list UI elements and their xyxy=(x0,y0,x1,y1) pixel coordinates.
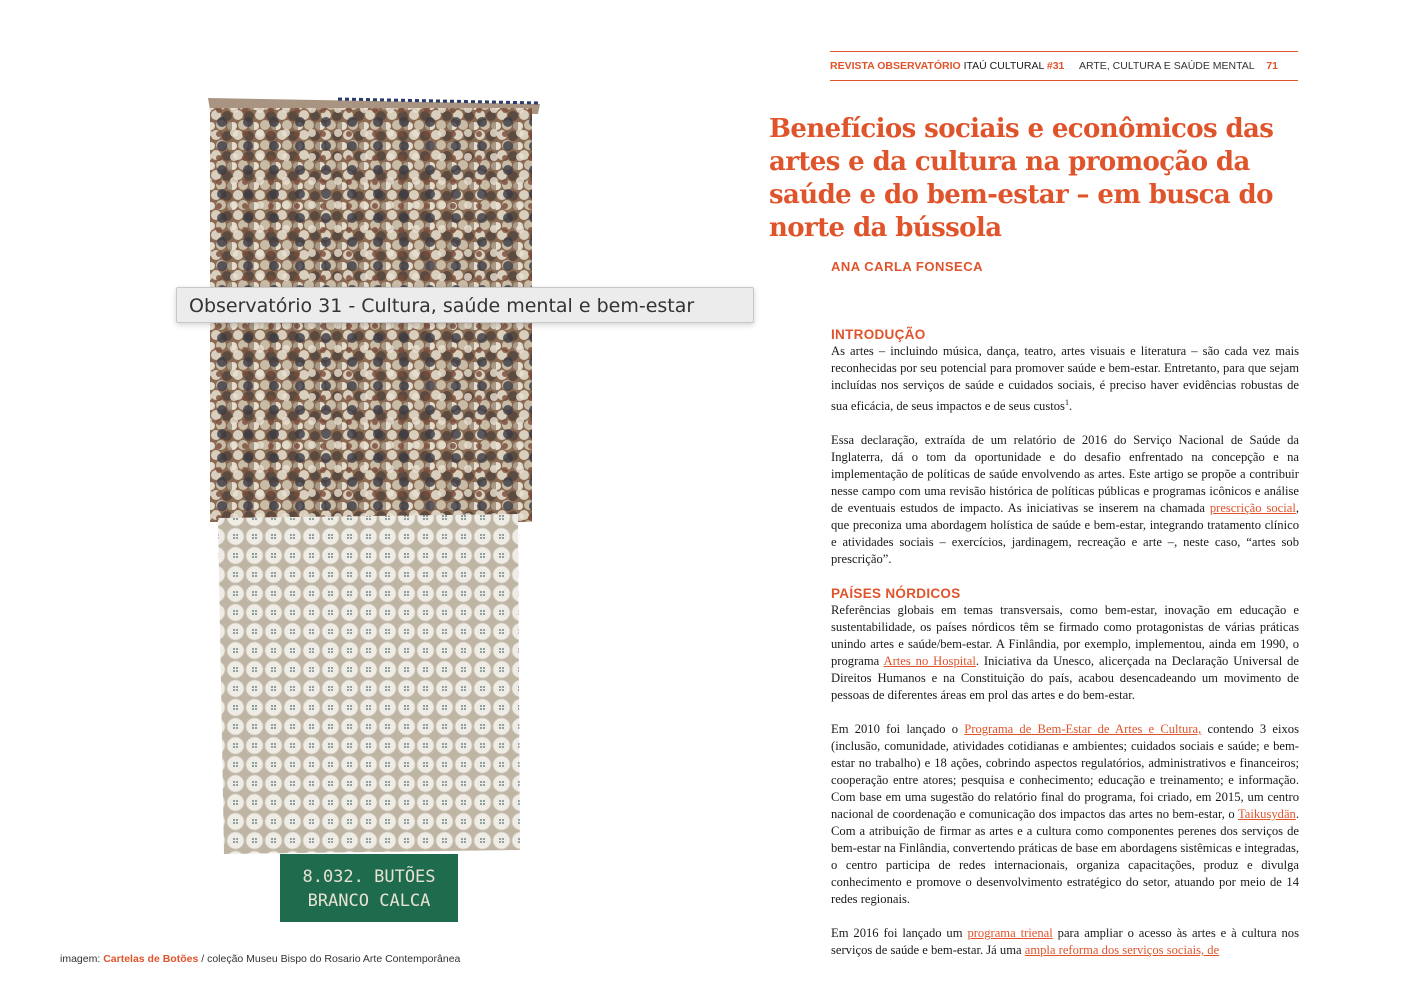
section-heading-nordic: PAÍSES NÓRDICOS xyxy=(831,586,961,602)
link-reforma-servicos-sociais[interactable]: ampla reforma dos serviços sociais, de xyxy=(1024,943,1220,958)
paragraph-text: Em 2010 foi lançado o xyxy=(831,722,965,737)
section-name: ARTE, CULTURA E SAÚDE MENTAL xyxy=(1079,60,1255,72)
paragraph xyxy=(831,432,1299,568)
embroidered-label xyxy=(280,854,458,922)
link-programa-trienal[interactable]: programa trienal xyxy=(967,926,1053,941)
paragraph-text: Em 2016 foi lançado um xyxy=(831,926,968,941)
artwork-image xyxy=(188,90,548,930)
paragraph-text: . Com a atribuição de firmar as artes e a cultura como componentes perenes dos serviços de bem-estar na Finlândia, convertendo práticas de base em abordagens sistêmicas e integradas, o centro participa de redes internacionais, organiza capacitações, produz e divulga conhecimento e promove o desenvolvimento estratégico do setor, atuando por meio de 14 redes regionais. xyxy=(831,807,1299,907)
link-artes-no-hospital[interactable]: Artes no Hospital xyxy=(883,654,976,669)
issue-number: #31 xyxy=(1046,60,1065,72)
link-prescricao-social[interactable]: prescrição social xyxy=(1209,501,1296,516)
paragraph xyxy=(831,721,1299,908)
paragraph-text: As artes – incluindo música, dança, teatro, artes visuais e literatura – são cada vez mais reconhecidas por seu potencial para promover saúde e bem-estar. Entretanto, para que sejam incluídas nos serviços de saúde e cuidados sociais, é preciso haver evidências robustas de sua eficácia, de seus impactos e de seus custos xyxy=(831,344,1299,414)
label-text-line1: 8.032. BUTÕES xyxy=(302,867,436,887)
paragraph-text: para ampliar o acesso às artes e à cultura nos serviços de saúde e bem-estar. Já uma xyxy=(831,926,1299,958)
page-number: 71 xyxy=(1266,60,1278,72)
link-programa-bem-estar[interactable]: Programa de Bem-Estar de Artes e Cultura, xyxy=(964,722,1202,737)
document-title-tooltip: Observatório 31 - Cultura, saúde mental e bem-estar xyxy=(176,287,754,323)
paragraph xyxy=(831,925,1299,959)
paragraph xyxy=(831,602,1299,704)
paragraph-text: Referências globais em temas transversais, como bem-estar, inovação em educação e sustentabilidade, os países nórdicos têm se firmado como protagonistas de várias práticas unindo artes e saúde/bem-estar. A Finlândia, por exemplo, implementou, ainda em 1990, o programa xyxy=(831,603,1299,669)
running-header xyxy=(830,51,1298,81)
label-text-line2: BRANCO CALCA xyxy=(307,891,431,911)
magazine-name-bold: REVISTA OBSERVATÓRIO xyxy=(830,60,961,72)
article-author: ANA CARLA FONSECA xyxy=(831,259,983,274)
footnote-ref[interactable]: 1 xyxy=(1064,398,1069,407)
link-taikusydan[interactable]: Taikusydän xyxy=(1237,807,1296,822)
caption-collection: / coleção Museu Bispo do Rosario Arte Contemporânea xyxy=(198,953,461,965)
paragraph xyxy=(831,343,1299,415)
image-caption xyxy=(60,953,460,965)
article-title: Benefícios sociais e econômicos das artes e da cultura na promoção da saúde e do bem-estar – em busca do norte da bússola xyxy=(769,114,1274,243)
paragraph-text: , que preconiza uma abordagem holística de saúde e bem-estar, integrando tratamento clínico e atividades sociais – exercícios, jardinagem, recreação e arte –, neste caso, “artes sob prescrição”. xyxy=(831,501,1300,567)
section-heading-introduction: INTRODUÇÃO xyxy=(831,327,926,342)
button-collage-svg xyxy=(188,90,548,930)
paragraph-text: . Iniciativa da Unesco, alicerçada na Declaração Universal de Direitos Humanos e na Constituição do país, acabou desencadeando um movimento de pessoas de diferentes áreas em prol das artes e do bem-estar. xyxy=(831,654,1299,703)
paragraph-text: Essa declaração, extraída de um relatório de 2016 do Serviço Nacional de Saúde da Inglaterra, dá o tom da oportunidade e do desafio enfrentado na concepção e na implementação de políticas de saúde envolvendo as artes. Este artigo se propõe a contribuir nesse campo com uma revisão histórica de políticas públicas e programas icônicos e análise de eventuais estudos de impacto. As iniciativas se inserem na chamada xyxy=(831,433,1299,516)
magazine-publisher: ITAÚ CULTURAL xyxy=(963,60,1044,72)
paragraph-text: contendo 3 eixos (inclusão, comunidade, atividades cotidianas e ambientes; cuidados sociais e saúde; e bem-estar no trabalho) e 18 ações, cobrindo aspectos regulatórios, administrativos e financeiros; cooperação entre atores; pesquisa e conhecimento; educação e treinamento; e informação. Com base em uma sugestão do relatório final do programa, foi criado, em 2015, um centro nacional de coordenação e comunicação dos impactos das artes no bem-estar, o xyxy=(831,722,1299,822)
caption-prefix: imagem: xyxy=(60,953,101,965)
paragraph-text: . xyxy=(1068,399,1073,414)
caption-work-title: Cartelas de Botões xyxy=(103,953,199,965)
magazine-name xyxy=(830,52,1064,80)
article-body xyxy=(831,326,1299,963)
